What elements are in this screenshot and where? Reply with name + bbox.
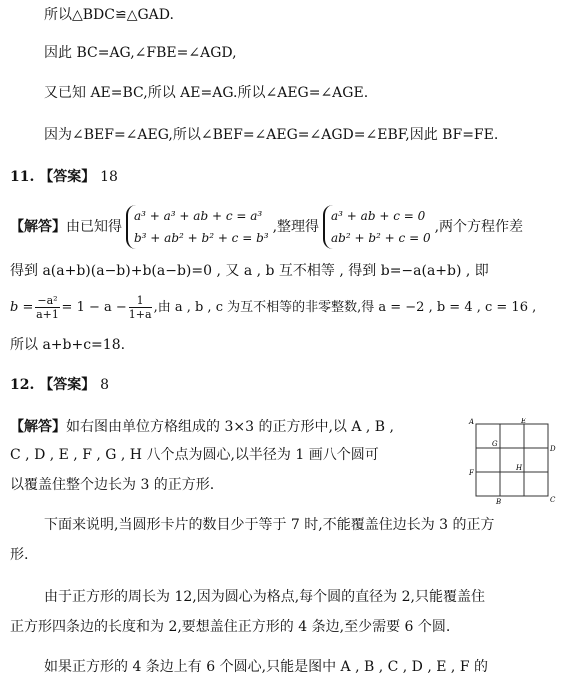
grid-label-f: F [469, 469, 474, 477]
answer-tag: 【答案】 [39, 169, 96, 185]
answer-value: 18 [100, 169, 118, 185]
text-line: 由于正方形的周长为 12,因为圆心为格点,每个圆的直径为 2,只能覆盖住 [44, 589, 485, 605]
solution-tag: 【解答】 [10, 419, 66, 435]
solution-tag: 【解答】 [10, 219, 66, 235]
grid-label-e: E [521, 418, 527, 425]
text-line: 以覆盖住整个边长为 3 的正方形. [10, 477, 215, 493]
question-number: 11. [10, 169, 35, 185]
answer-value: 8 [100, 377, 110, 393]
text-line: 得到 a(a+b)(a−b)+b(a−b)=0 , 又 a , b 互不相等 , 得到 b=−a(a+b) , 即 [10, 263, 489, 279]
q11-solution-line3: b = $\frac{\text{−a²}}{a+1}$ = 1 − a − $\frac{1}{1+a}$ ,由 a , b , c 为互不相等的非零整数,得 a = −2 , b = 4 , c = 16 , [10, 294, 537, 321]
grid-label-h: H [516, 464, 523, 472]
text-line: 因为∠BEF=∠AEG,所以∠BEF=∠AEG=∠AGD=∠EBF,因此 BF=FE. [44, 127, 499, 143]
equation-system: a³ + ab + c = 0 ab² + b² + c = 0 [323, 205, 431, 249]
answer-tag: 【答案】 [39, 377, 96, 393]
question-number: 12. [10, 377, 35, 393]
text: ,两个方程作差 [434, 219, 524, 235]
text-line: 所以△BDC≌△GAD. [44, 7, 174, 23]
text-line: 又已知 AE=BC,所以 AE=AG.所以∠AEG=∠AGE. [44, 85, 369, 101]
q11-solution-line1 [10, 204, 523, 250]
fraction: $\frac{1}{1+a}$ [128, 294, 152, 321]
grid-label-a: A [469, 418, 475, 426]
question-12-header [10, 376, 109, 394]
text-line: 因此 BC=AG,∠FBE=∠AGD, [44, 45, 237, 61]
grid-label-d: D [550, 445, 556, 453]
grid-label-g: G [492, 440, 498, 448]
text-line: 所以 a+b+c=18. [10, 337, 126, 353]
text: 由已知得 [66, 219, 122, 235]
q12-solution-line1: 【解答】如右图由单位方格组成的 3×3 的正方形中,以 A , B , [10, 419, 394, 435]
grid-label-c: C [550, 496, 556, 504]
text-line: 如果正方形的 4 条边上有 6 个圆心,只能是图中 A , B , C , D , E , F 的 [44, 659, 488, 675]
equation-system: a³ + a³ + ab + c = a³ b³ + ab² + b² + c = b³ [126, 205, 269, 249]
text-line: 正方形四条边的长度和为 2,要想盖住正方形的 4 条边,至少需要 6 个圆. [10, 619, 451, 635]
text-line: C , D , E , F , G , H 八个点为圆心,以半径为 1 画八个圆可 [10, 447, 379, 463]
grid-label-b: B [496, 498, 502, 506]
grid-figure [468, 418, 576, 514]
question-11-header [10, 168, 118, 186]
text: ,整理得 [272, 219, 320, 235]
text-line: 下面来说明,当圆形卡片的数目少于等于 7 时,不能覆盖住边长为 3 的正方 [44, 517, 495, 533]
fraction: $\frac{\text{−a²}}{a+1}$ [36, 294, 59, 321]
text-line: 形. [10, 547, 29, 563]
